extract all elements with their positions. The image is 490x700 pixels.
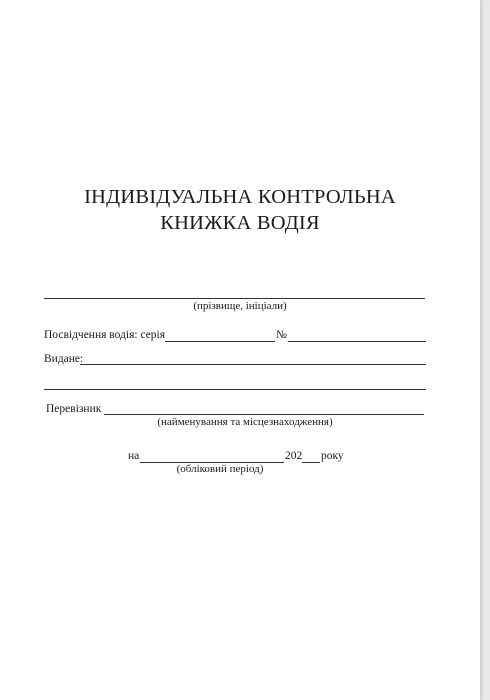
issued-line <box>80 364 426 365</box>
carrier-caption: (найменування та місцезнаходження) <box>157 416 333 428</box>
carrier-line <box>104 414 424 415</box>
name-caption: (прізвище, ініціали) <box>193 300 287 312</box>
year-prefix: 202 <box>285 450 303 462</box>
license-number-label: № <box>276 329 287 341</box>
title-line-1: ІНДИВІДУАЛЬНА КОНТРОЛЬНА <box>84 186 396 208</box>
issued-label: Видане: <box>44 353 84 365</box>
year-suffix: року <box>321 450 344 462</box>
name-line <box>44 298 425 299</box>
license-series-line <box>165 341 275 342</box>
issued-line-2 <box>44 389 426 390</box>
license-label: Посвідчення водія: серія <box>44 329 166 341</box>
year-line <box>302 462 320 463</box>
period-caption: (обліковий період) <box>176 463 264 475</box>
title-line-2: КНИЖКА ВОДІЯ <box>160 212 320 234</box>
license-number-line <box>288 341 426 342</box>
carrier-label: Перевізник <box>46 403 102 415</box>
document-title <box>0 184 480 236</box>
period-prefix: на <box>128 450 140 462</box>
